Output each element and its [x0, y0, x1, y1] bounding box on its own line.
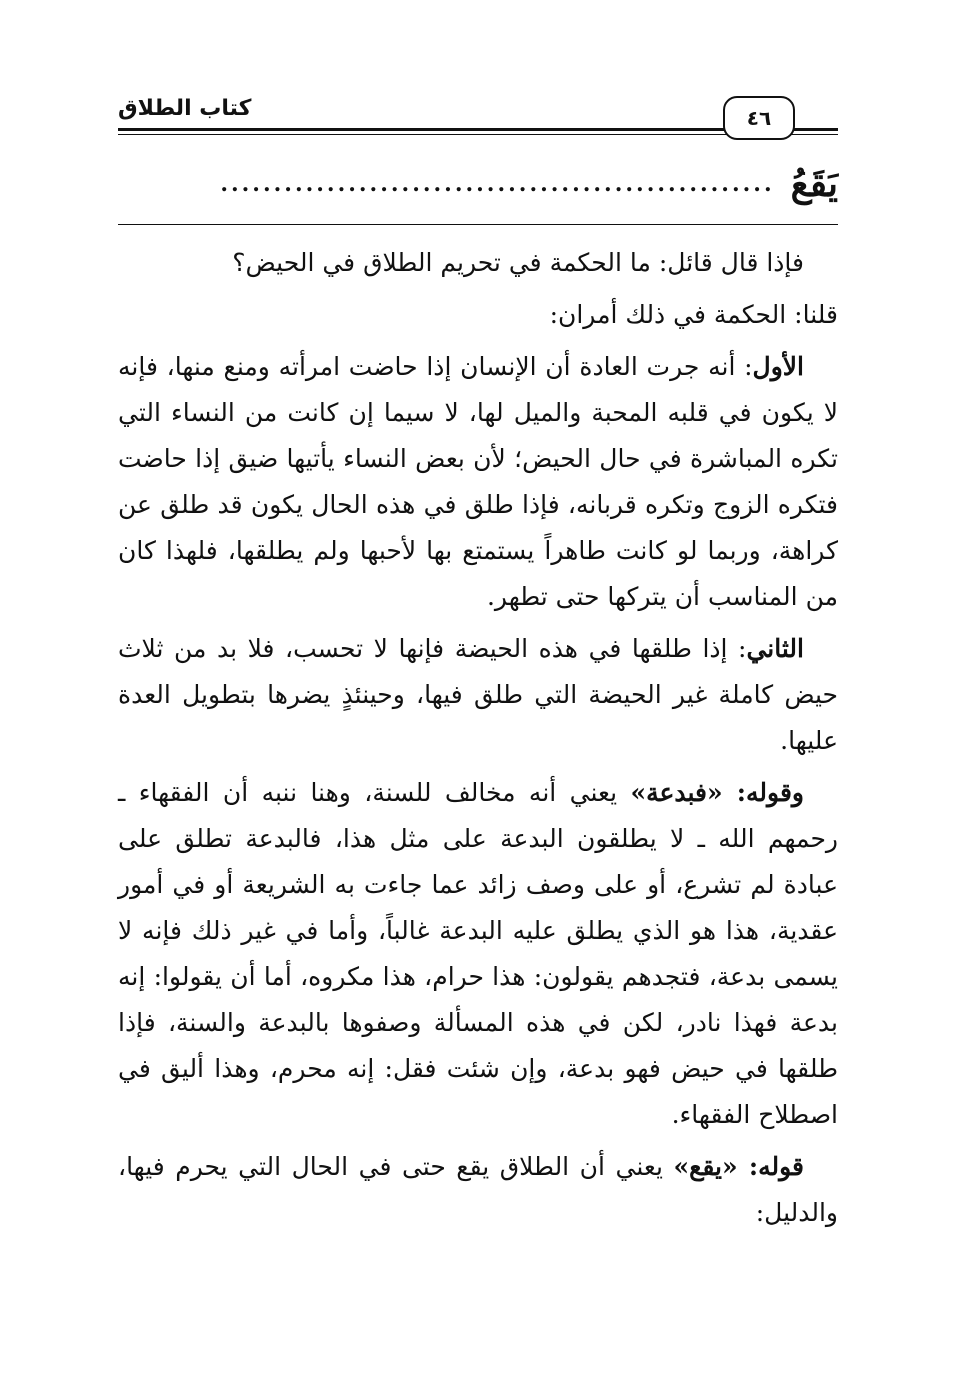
- paragraph-lead: وقوله: «فبدعة»: [630, 778, 804, 807]
- paragraph-bidah: [118, 770, 838, 1138]
- paragraph-first-reason: [118, 344, 838, 620]
- paragraph-lead: قوله: «يقع»: [673, 1152, 804, 1181]
- page-header: [118, 86, 838, 148]
- paragraph-text: قلنا: الحكمة في ذلك أمران:: [549, 300, 838, 329]
- paragraph-yaqa: [118, 1144, 838, 1236]
- paragraph-lead: الأول: [752, 352, 804, 381]
- paragraph-text: : إذا طلقها في هذه الحيضة فإنها لا تحسب، فلا بد من ثلاث حيض كاملة غير الحيضة التي طلق فيها، وحينئذٍ يضرها بتطويل العدة عليها.: [118, 634, 838, 755]
- body-text: [118, 240, 838, 1242]
- paragraph-second-reason: [118, 626, 838, 764]
- matn-word: يَقَعُ: [790, 163, 838, 205]
- matn-dots: ....................................................: [220, 171, 775, 197]
- paragraph-lead: الثاني: [746, 634, 804, 663]
- paragraph-text: فإذا قال قائل: ما الحكمة في تحريم الطلاق في الحيض؟: [232, 248, 804, 277]
- paragraph-answer-intro: [118, 292, 838, 338]
- paragraph-text: يعني أن الطلاق يقع حتى في الحال التي يحرم فيها، والدليل:: [118, 1152, 838, 1227]
- paragraph-text: يعني أنه مخالف للسنة، وهنا ننبه أن الفقهاء ـ رحمهم الله ـ لا يطلقون البدعة على مثل هذا، فالبدعة تطلق على عبادة لم تشرع، أو على وصف زائد عما جاءت به الشريعة أو في أمور عقدية، هذا هو الذي يطلق عليه البدعة غالباً، وأما في غير ذلك فإنه لا يسمى بدعة، فتجدهم يقولون: هذا حرام، هذا مكروه، أما أن يقولوا: إنه بدعة فهذا نادر، لكن في هذه المسألة وصفوها بالبدعة والسنة، فإذا طلقها في حيض فهو بدعة، وإن شئت فقل: إنه محرم، وهذا أليق في اصطلاح الفقهاء.: [118, 778, 838, 1129]
- matn-separator: [118, 224, 838, 225]
- paragraph-text: : أنه جرت العادة أن الإنسان إذا حاضت امرأته ومنع منها، فإنه لا يكون في قلبه المحبة والميل لها، لا سيما إن كانت من النساء التي تكره المباشرة في حال الحيض؛ لأن بعض النساء يأتيها ضيق إذا حاضت فتكره الزوج وتكره قربانه، فإذا طلق في هذه الحال يكون قد طلق عن كراهة، وربما لو كانت طاهراً يستمتع بها لأحبها ولم يطلقها، فلهذا كان من المناسب أن يتركها حتى تطهر.: [118, 352, 838, 611]
- paragraph-question: [118, 240, 838, 286]
- book-title: كتاب الطلاق: [118, 96, 252, 121]
- page-number: ٤٦: [723, 96, 795, 140]
- matn-line: [118, 158, 838, 210]
